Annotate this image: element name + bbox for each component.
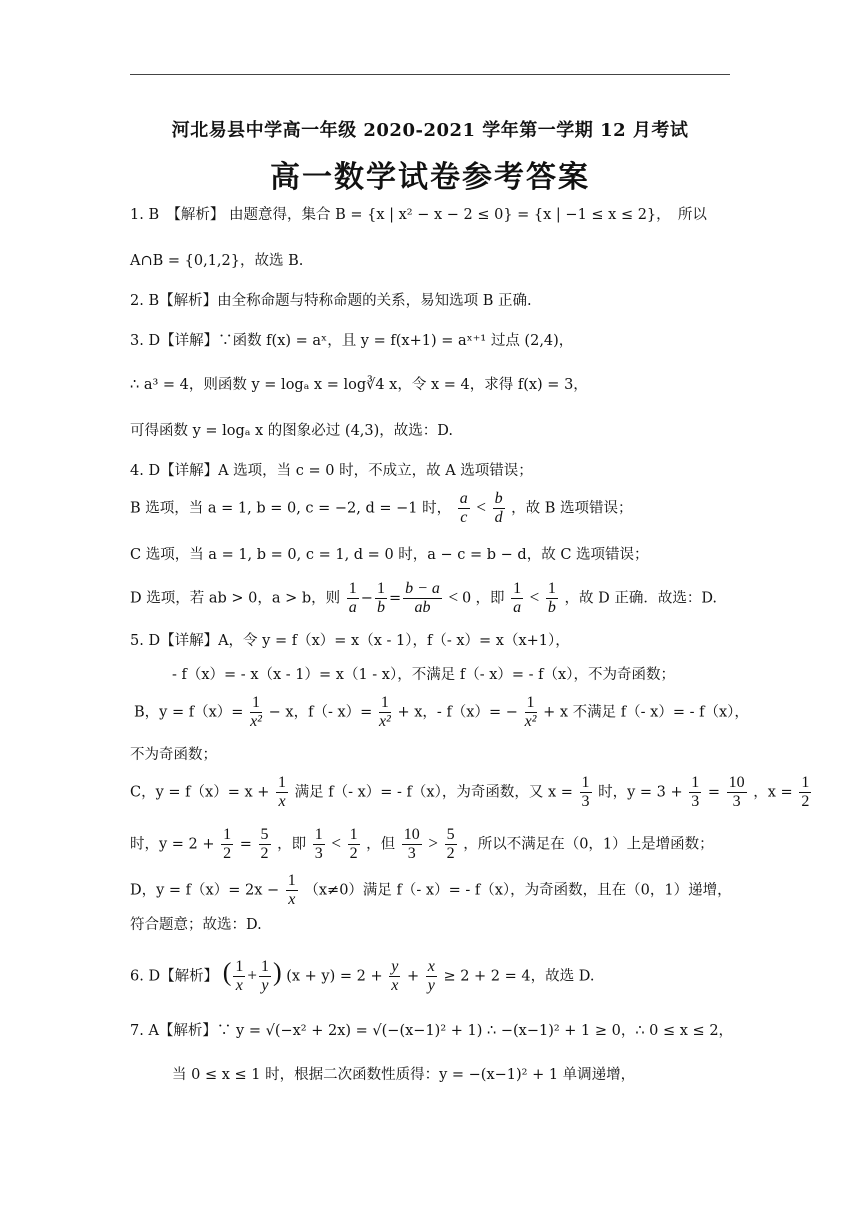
- frac-1-2-b: $\frac{1}{2}$: [223, 826, 232, 862]
- q5-l6-a: 时，y = 2 +: [130, 836, 215, 853]
- q5-l5-d: =: [707, 784, 721, 801]
- q3-line-1: 3. D【详解】∵函数 f(x) = aˣ，且 y = f(x+1) = aˣ⁺¹ 过点 (2,4)，: [130, 333, 574, 349]
- q6-l1-d: ≥ 2 + 2 = 4，故选 D.: [443, 968, 595, 985]
- frac-1-b: $\frac{1}{b}$: [376, 580, 385, 616]
- lt-symbol: <: [476, 497, 486, 517]
- frac-1-a: $\frac{1}{a}$: [348, 580, 357, 616]
- q5-line-2: - f（x）= - x（x - 1）= x（1 - x），不满足 f（- x）= - f（x），不为奇函数；: [172, 667, 675, 683]
- page-title: 高一数学试卷参考答案: [270, 160, 590, 195]
- frac-1-x2-b: $\frac{1}{\text{x²}}$: [378, 694, 391, 730]
- gt-symbol: >: [428, 833, 438, 853]
- frac-1-y: $\frac{1}{y}$: [260, 958, 269, 994]
- frac-1-2-c: $\frac{1}{2}$: [349, 826, 358, 862]
- q5-l3-c: + x，- f（x）= −: [397, 704, 518, 721]
- q5-l3-d: + x 不满足 f（- x）= - f（x），: [543, 704, 749, 721]
- q2-line-1: 2. B【解析】由全称命题与特称命题的关系，易知选项 B 正确.: [130, 293, 532, 309]
- q5-l5-b: 满足 f（- x）= - f（x），为奇函数，又 x =: [294, 784, 573, 801]
- q1-line-1: 1. B 【解析】 由题意得，集合 B = {x | x² − x − 2 ≤ 0} = {x | −1 ≤ x ≤ 2}， 所以: [130, 207, 707, 223]
- q3-line-3: 可得函数 y = logₐ x 的图象必过 (4,3)，故选：D.: [130, 423, 454, 439]
- q1-line-2: A∩B = {0,1,2}，故选 B.: [130, 253, 304, 269]
- frac-10-3-b: $\frac{10}{3}$: [403, 826, 420, 862]
- q6-l1-a: 6. D【解析】: [130, 968, 219, 985]
- q5-line-4: 不为奇函数；: [130, 747, 217, 763]
- frac-5-2: $\frac{5}{2}$: [260, 826, 269, 862]
- frac-1-3-b: $\frac{1}{3}$: [691, 774, 700, 810]
- plus-symbol: +: [247, 965, 257, 985]
- frac-x-y: $\frac{x}{y}$: [427, 958, 435, 994]
- frac-1-x-c: $\frac{1}{x}$: [235, 958, 244, 994]
- q5-line-6: [130, 826, 730, 863]
- big-paren-left: (: [222, 957, 232, 987]
- frac-1-a-2: $\frac{1}{a}$: [513, 580, 522, 616]
- q7-line-1: 7. A【解析】∵ y = √(−x² + 2x) = √(−(x−1)² + 1) ∴ −(x−1)² + 1 ≥ 0，∴ 0 ≤ x ≤ 2，: [130, 1023, 734, 1039]
- frac-1-3-c: $\frac{1}{3}$: [314, 826, 323, 862]
- q5-l6-e: ，所以不满足在（0，1）上是增函数；: [463, 836, 714, 853]
- q5-l6-b: =: [239, 836, 252, 853]
- frac-1-x: $\frac{1}{x}$: [278, 774, 287, 810]
- q4-line-3: C 选项，当 a = 1, b = 0, c = 1, d = 0 时，a − c = b − d，故 C 选项错误；: [130, 547, 649, 563]
- big-paren-right: ): [272, 957, 282, 987]
- frac-5-2-b: $\frac{5}{2}$: [446, 826, 455, 862]
- frac-y-x: $\frac{y}{x}$: [391, 958, 399, 994]
- frac-b-d: $\frac{b}{d}$: [494, 490, 503, 526]
- q5-l5-a: C，y = f（x）= x +: [130, 784, 270, 801]
- q5-l7-b: （x≠0）满足 f（- x）= - f（x），为奇函数，且在（0，1）递增，: [304, 882, 732, 899]
- q4-line-2-pre: B 选项，当 a = 1, b = 0, c = −2, d = −1 时，: [130, 500, 452, 517]
- frac-1-2: $\frac{1}{2}$: [801, 774, 810, 810]
- q5-line-3: [134, 694, 749, 731]
- q4-line-4-pre: D 选项，若 ab > 0，a > b，则: [130, 590, 341, 607]
- frac-b-minus-a-ab: $\frac{b - a}{ab}$: [405, 580, 440, 616]
- q5-l3-b: − x，f（- x）=: [268, 704, 373, 721]
- q6-line-1: [130, 958, 730, 995]
- q4-line-4-post: ，故 D 正确．故选：D.: [564, 590, 718, 607]
- q4-line-1: 4. D【详解】A 选项，当 c = 0 时，不成立，故 A 选项错误；: [130, 463, 533, 479]
- q5-l5-c: 时，y = 3 +: [598, 784, 683, 801]
- q7-line-2: 当 0 ≤ x ≤ 1 时，根据二次函数性质得：y = −(x−1)² + 1 单调递增，: [172, 1067, 636, 1083]
- frac-1-x2-c: $\frac{1}{\text{x²}}$: [524, 694, 537, 730]
- q6-l1-b: (x + y) = 2 +: [286, 968, 383, 985]
- q5-line-1: 5. D【详解】A，令 y = f（x）= x（x - 1），f（- x）= x（x+1），: [130, 633, 570, 649]
- q5-line-8: 符合题意；故选：D.: [130, 917, 262, 933]
- q6-l1-c: +: [406, 968, 420, 985]
- q5-l7-a: D，y = f（x）= 2x −: [130, 882, 280, 899]
- q3-line-2: ∴ a³ = 4，则函数 y = logₐ x = log∛4 x，令 x = 4，求得 f(x) = 3，: [130, 377, 588, 393]
- frac-1-x2: $\frac{1}{\text{x²}}$: [250, 694, 262, 730]
- header-rule: [130, 74, 730, 75]
- exam-subtitle: 河北易县中学高一年级 2020-2021 学年第一学期 12 月考试: [171, 120, 689, 141]
- frac-1-x-b: $\frac{1}{x}$: [287, 872, 296, 908]
- frac-a-c: $\frac{a}{c}$: [459, 490, 468, 526]
- q5-line-5: [130, 774, 810, 811]
- q5-line-7: [130, 872, 730, 909]
- q4-line-4: D 选项，若 ab > 0，a > b，则 $\frac{1}{a}$ − $\frac{1}{b}$ = $\frac{b - a}{ab}$ < 0 ，即 $\frac{1}{a}$ < $\frac{1}{b}$ ，故 D 正确．故选：D.: [130, 580, 718, 616]
- q4-line-2-post: ，故 B 选项错误；: [511, 500, 633, 517]
- frac-1-b-2: $\frac{1}{b}$: [547, 580, 556, 616]
- q4-line-4-mid: ，即: [475, 590, 505, 607]
- q5-l6-d: ，但: [366, 836, 396, 853]
- lt-symbol-2: <: [529, 587, 540, 607]
- lt-symbol-3: <: [331, 833, 341, 853]
- lt-zero: < 0: [448, 587, 471, 607]
- frac-10-3: $\frac{10}{3}$: [728, 774, 745, 810]
- q5-l5-e: ，x =: [753, 784, 793, 801]
- q4-line-2: [130, 490, 730, 527]
- q5-l3-a: B，y = f（x）=: [134, 704, 244, 721]
- frac-1-3: $\frac{1}{3}$: [581, 774, 590, 810]
- q5-l6-c: ，即: [277, 836, 307, 853]
